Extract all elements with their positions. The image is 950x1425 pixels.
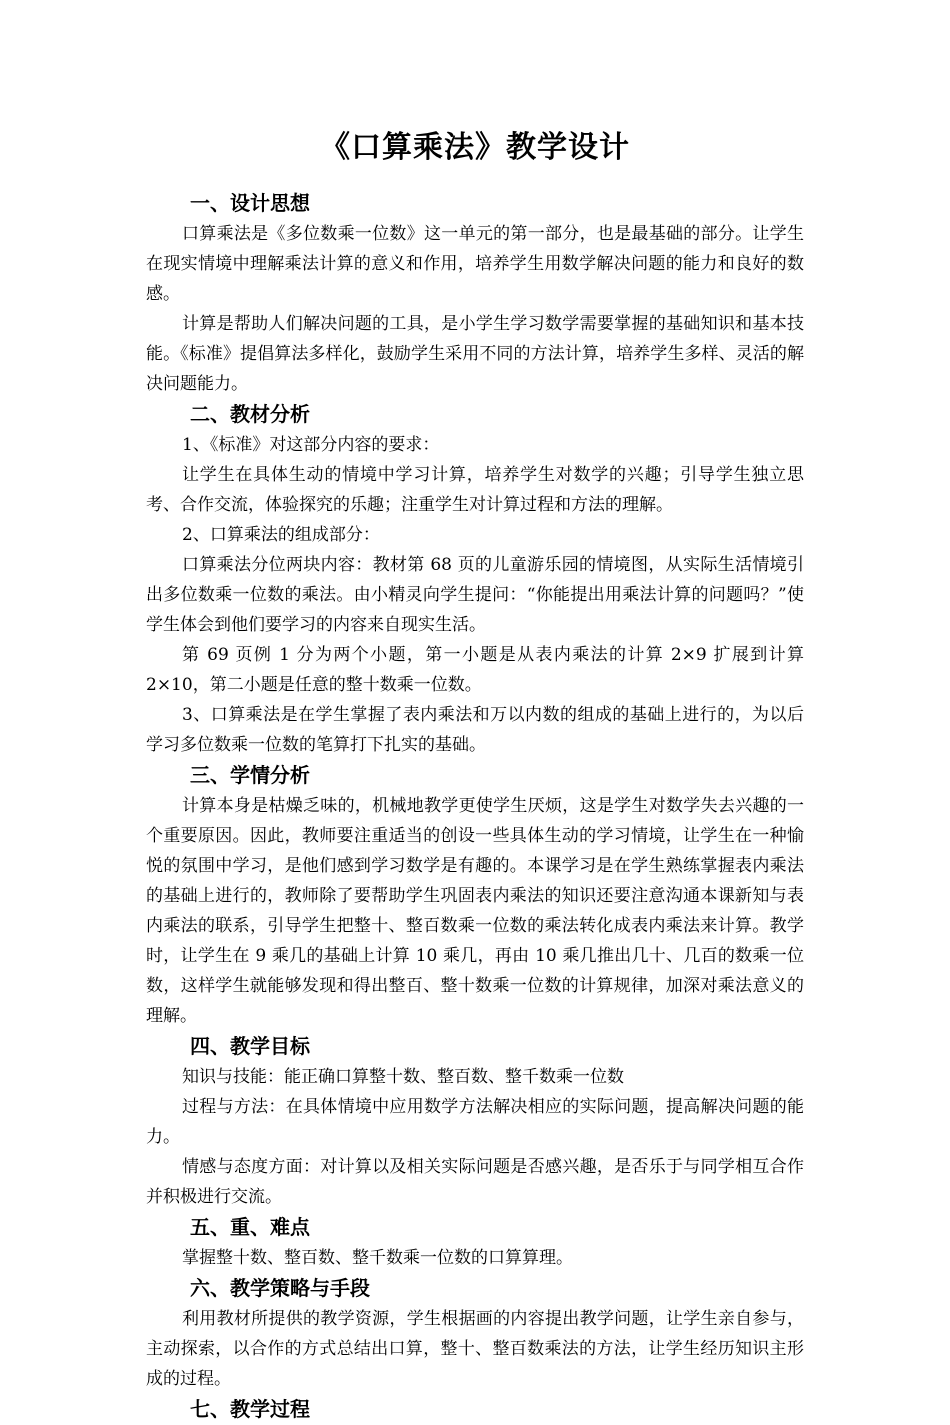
- paragraph: 3、口算乘法是在学生掌握了表内乘法和万以内数的组成的基础上进行的，为以后学习多位数乘一位数的笔算打下扎实的基础。: [146, 705, 804, 755]
- paragraph: 利用教材所提供的教学资源，学生根据画的内容提出教学问题，让学生亲自参与，主动探索，以合作的方式总结出口算，整十、整百数乘法的方法，让学生经历知识主形成的过程。: [146, 1309, 804, 1389]
- section-heading: 二、教材分析: [190, 402, 310, 426]
- document-body: [146, 188, 804, 1425]
- paragraph: 让学生在具体生动的情境中学习计算，培养学生对数学的兴趣；引导学生独立思考、合作交流，体验探究的乐趣；注重学生对计算过程和方法的理解。: [146, 465, 804, 515]
- paragraph: 掌握整十数、整百数、整千数乘一位数的口算算理。: [182, 1248, 573, 1268]
- paragraph: 计算是帮助人们解决问题的工具，是小学生学习数学需要掌握的基础知识和基本技能。《标准》提倡算法多样化，鼓励学生采用不同的方法计算，培养学生多样、灵活的解决问题能力。: [146, 314, 804, 394]
- paragraph: 情感与态度方面：对计算以及相关实际问题是否感兴趣，是否乐于与同学相互合作并积极进行交流。: [146, 1157, 804, 1207]
- section-heading: 七、教学过程: [190, 1397, 310, 1421]
- document-title: 《口算乘法》教学设计: [320, 130, 630, 165]
- section-heading: 四、教学目标: [190, 1034, 310, 1058]
- section-heading: 一、设计思想: [190, 191, 310, 215]
- paragraph: 计算本身是枯燥乏味的，机械地教学更使学生厌烦，这是学生对数学失去兴趣的一个重要原因。因此，教师要注重适当的创设一些具体生动的学习情境，让学生在一种愉悦的氛围中学习，是他们感到学习数学是有趣的。本课学习是在学生熟练掌握表内乘法的基础上进行的，教师除了要帮助学生巩固表内乘法的知识还要注意沟通本课新知与表内乘法的联系，引导学生把整十、整百数乘一位数的乘法转化成表内乘法来计算。教学时，让学生在 9 乘几的基础上计算 10 乘几，再由 10 乘几推出几十、几百的数乘一位数，这样学生就能够发现和得出整百、整十数乘一位数的计算规律，加深对乘法意义的理解。: [146, 796, 804, 1026]
- paragraph: 2、口算乘法的组成部分：: [182, 525, 380, 545]
- section-heading: 六、教学策略与手段: [190, 1276, 370, 1300]
- paragraph: 口算乘法分位两块内容：教材第 68 页的儿童游乐园的情境图，从实际生活情境引出多位数乘一位数的乘法。由小精灵向学生提问：“你能提出用乘法计算的问题吗？”使学生体会到他们要学习的内容来自现实生活。: [146, 555, 804, 635]
- paragraph: 口算乘法是《多位数乘一位数》这一单元的第一部分，也是最基础的部分。让学生在现实情境中理解乘法计算的意义和作用，培养学生用数学解决问题的能力和良好的数感。: [146, 224, 804, 304]
- section-heading: 五、重、难点: [190, 1215, 310, 1239]
- paragraph: 知识与技能：能正确口算整十数、整百数、整千数乘一位数: [182, 1067, 624, 1087]
- section-heading: 三、学情分析: [190, 763, 310, 787]
- paragraph: 1、《标准》对这部分内容的要求：: [182, 435, 440, 455]
- paragraph: 第 69 页例 1 分为两个小题，第一小题是从表内乘法的计算 2×9 扩展到计算 2×10，第二小题是任意的整十数乘一位数。: [146, 645, 804, 695]
- paragraph: 过程与方法：在具体情境中应用数学方法解决相应的实际问题，提高解决问题的能力。: [146, 1097, 804, 1147]
